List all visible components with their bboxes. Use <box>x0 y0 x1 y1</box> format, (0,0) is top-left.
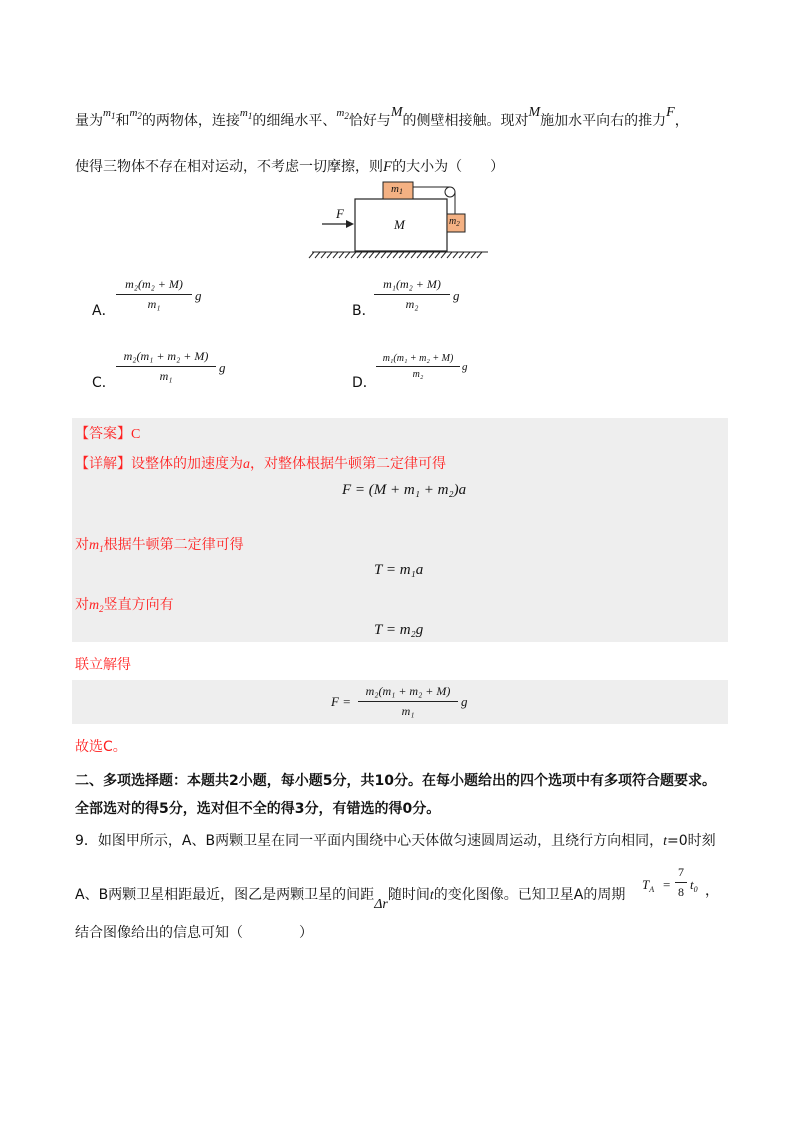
text-segment: 竖直方向有 <box>103 597 174 613</box>
var-M: M <box>528 105 541 120</box>
conclusion: 故选C。 <box>75 739 127 755</box>
text-segment: ， <box>674 113 689 129</box>
hatch-mark <box>357 252 362 258</box>
var-m1: m1 <box>103 107 116 121</box>
denominator: m₂ <box>412 369 424 380</box>
text-segment: 量为 <box>75 113 103 129</box>
answer-tag: 【答案】 <box>75 426 131 442</box>
text-segment: 对 <box>75 537 89 553</box>
var-t: t <box>663 834 667 849</box>
denominator: m₂ <box>405 297 419 311</box>
numerator: m₂(m₁ + m₂ + M) <box>123 349 209 363</box>
q9-line-3: 结合图像给出的信息可知（ ） <box>75 925 313 941</box>
var-delta-r: Δr <box>374 897 388 912</box>
hatch-mark <box>387 252 392 258</box>
hatch-mark <box>369 252 374 258</box>
big-block-label: M <box>394 217 405 232</box>
fraction-bar <box>116 294 192 295</box>
hatch-mark <box>453 252 458 258</box>
denominator: m₁ <box>147 297 161 311</box>
text-segment: 随时间 <box>387 887 430 903</box>
pulley <box>445 187 455 197</box>
var-M: M <box>390 105 403 120</box>
option-c-label[interactable]: C． <box>92 375 116 391</box>
text-segment: =0时刻 <box>666 833 716 849</box>
hatch-mark <box>429 252 434 258</box>
numerator: m₂(m₁ + m₂ + M) <box>365 684 451 698</box>
text-segment: 设整体的加速度为 <box>131 456 243 472</box>
option-a-g: g <box>195 288 202 303</box>
step-2-line <box>75 534 244 554</box>
var-m2: m2 <box>336 107 349 121</box>
option-b-label[interactable]: B． <box>352 303 376 319</box>
numerator: m₁(m₂ + M) <box>383 277 441 291</box>
equation-1: F = (M + m₁ + m₂)a <box>342 482 467 498</box>
block-m1-label: m1 <box>391 183 403 196</box>
var-m2: $m_2$ <box>89 598 104 614</box>
detail-tag: 【详解】 <box>75 456 131 472</box>
hatch-mark <box>411 252 416 258</box>
var-TA: $T_A$ <box>642 877 655 894</box>
option-a-label[interactable]: A． <box>92 303 116 319</box>
var-t: t <box>429 888 434 903</box>
hatch-mark <box>399 252 404 258</box>
text-segment: 根据牛顿第二定律可得 <box>103 537 244 553</box>
answer-value: C <box>131 427 141 442</box>
q9-line-2 <box>75 884 626 912</box>
seven-eighths-fraction <box>675 865 687 900</box>
text-segment: 的细绳水平、 <box>252 113 337 129</box>
fraction-bar <box>116 366 216 367</box>
var-t0: $t_0$ <box>690 877 698 894</box>
q9-line-1 <box>75 830 716 850</box>
hatch-mark <box>381 252 386 258</box>
hatch-mark <box>315 252 320 258</box>
hatch-mark <box>465 252 470 258</box>
option-b-g: g <box>453 288 460 303</box>
hatch-mark <box>441 252 446 258</box>
option-d-label[interactable]: D． <box>352 375 377 391</box>
hatch-mark <box>393 252 398 258</box>
solve-label: 联立解得 <box>75 657 131 673</box>
q9-line-2-tail: ， <box>705 883 719 899</box>
option-b-fraction <box>374 277 450 312</box>
option-d-fraction <box>376 353 460 380</box>
final-lhs: F = <box>331 694 351 709</box>
final-fraction <box>358 684 458 719</box>
step-3-line <box>75 594 174 614</box>
numerator: m₂(m₂ + M) <box>125 277 183 291</box>
text-segment: 的大小为（ ） <box>392 159 505 175</box>
var-F: F <box>666 105 675 120</box>
option-c-g: g <box>219 360 226 375</box>
var-m1: $m_1$ <box>89 538 104 554</box>
hatch-mark <box>363 252 368 258</box>
text-segment: 对 <box>75 597 89 613</box>
text-segment: ，对整体根据牛顿第二定律可得 <box>250 456 446 472</box>
text-segment: 使得三物体不存在相对运动，不考虑一切摩擦，则 <box>75 159 383 175</box>
fraction-bar <box>374 294 450 295</box>
text-segment: 9．如图甲所示，A、B两颗卫星在同一平面内围绕中心天体做匀速圆周运动，且绕行方向相同， <box>75 833 664 849</box>
fraction-bar <box>675 882 687 883</box>
hatch-mark <box>459 252 464 258</box>
final-g: g <box>461 694 468 709</box>
hatch-mark <box>345 252 350 258</box>
text-segment: 恰好与 <box>348 113 391 129</box>
equals-sign: = <box>663 877 671 892</box>
hatch-mark <box>423 252 428 258</box>
text-segment: A、B两颗卫星相距最近，图乙是两颗卫星的间距 <box>75 887 375 903</box>
text-segment: 的两物体，连接 <box>141 113 240 129</box>
hatch-mark <box>321 252 326 258</box>
denominator: m₁ <box>401 704 415 718</box>
equation-3: T = m₂g <box>374 622 424 638</box>
text-segment: 施加水平向右的推力 <box>540 113 667 129</box>
detail-line <box>75 453 446 473</box>
hatch-mark <box>327 252 332 258</box>
numerator: 7 <box>678 865 684 879</box>
hatch-mark <box>447 252 452 258</box>
var-F: F <box>383 159 393 175</box>
hatch-mark <box>405 252 410 258</box>
fraction-bar <box>358 701 458 702</box>
equation-2: T = m₁a <box>374 562 424 578</box>
option-d-g: g <box>462 361 468 373</box>
section-2-line-1: 二、多项选择题：本题共2小题，每小题5分，共10分。在每小题给出的四个选项中有多项符合题要求。 <box>75 773 716 789</box>
hatch-mark <box>351 252 356 258</box>
block-m2-label: $m_2$ <box>449 216 460 228</box>
var-m2: m2 <box>129 107 142 121</box>
numerator: m₁(m₁ + m₂ + M) <box>382 353 454 364</box>
text-segment: 的变化图像。已知卫星A的周期 <box>433 887 626 903</box>
ground-hatch <box>309 252 488 258</box>
var-m1: m1 <box>239 107 253 121</box>
hatch-mark <box>417 252 422 258</box>
section-2-line-2: 全部选对的得5分，选对但不全的得3分，有错选的得0分。 <box>75 801 441 817</box>
force-label: F <box>336 206 344 221</box>
denominator: 8 <box>678 885 684 899</box>
hatch-mark <box>435 252 440 258</box>
hatch-mark <box>477 252 482 258</box>
hatch-mark <box>471 252 476 258</box>
text-segment: 的侧壁相接触。现对 <box>402 113 529 129</box>
var-a: a <box>243 457 250 472</box>
answer-line <box>75 423 140 443</box>
hatch-mark <box>309 252 314 258</box>
option-a-fraction <box>116 277 192 312</box>
hatch-mark <box>339 252 344 258</box>
fraction-bar <box>376 366 460 367</box>
hatch-mark <box>333 252 338 258</box>
denominator: m₁ <box>159 369 173 383</box>
text-segment: 和 <box>115 113 130 129</box>
option-c-fraction <box>116 349 216 384</box>
force-arrowhead <box>346 220 354 228</box>
hatch-mark <box>375 252 380 258</box>
